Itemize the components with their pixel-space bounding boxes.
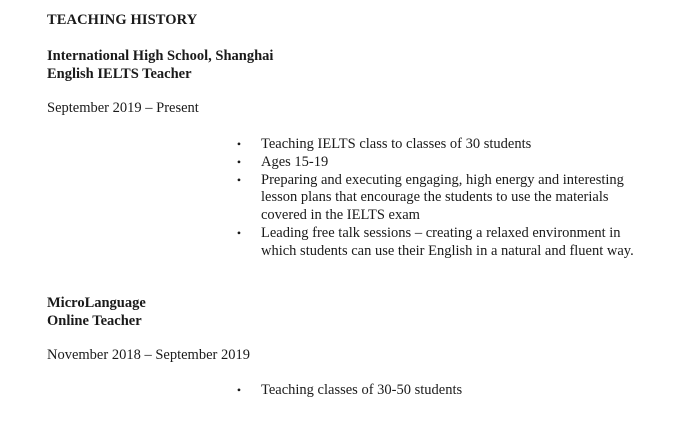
- duty-text: Teaching IELTS class to classes of 30 students: [261, 136, 532, 152]
- job-dates: November 2018 – September 2019: [47, 347, 250, 363]
- duty-list-2: [235, 382, 655, 400]
- bullet-icon: •: [236, 172, 242, 187]
- employer-name: International High School, Shanghai: [47, 48, 274, 64]
- list-item: [235, 382, 655, 400]
- section-title: TEACHING HISTORY: [47, 12, 198, 28]
- job-dates: September 2019 – Present: [47, 100, 199, 116]
- bullet-icon: •: [236, 137, 242, 151]
- bullet-icon: •: [236, 225, 242, 240]
- job-role: Online Teacher: [47, 313, 142, 329]
- duty-list-1: [235, 136, 655, 261]
- bullet-icon: •: [236, 154, 242, 169]
- list-item: [235, 154, 655, 172]
- list-item: [235, 136, 655, 154]
- bullet-icon: •: [236, 383, 242, 397]
- list-item: [235, 225, 655, 261]
- duty-text: Preparing and executing engaging, high energy and interesting lesson plans that encourage the students to use the materials covered in the IELTS exam: [261, 171, 624, 224]
- duty-text: Ages 15-19: [261, 153, 329, 170]
- duty-text: Teaching classes of 30-50 students: [261, 382, 463, 398]
- duty-text: Leading free talk sessions – creating a relaxed environment in which students can use their English in a natural and fluent way.: [261, 224, 634, 259]
- employer-name: MicroLanguage: [47, 295, 146, 311]
- job-role: English IELTS Teacher: [47, 66, 192, 82]
- job-header-1: [47, 47, 273, 83]
- list-item: [235, 172, 655, 225]
- job-header-2: [47, 294, 146, 330]
